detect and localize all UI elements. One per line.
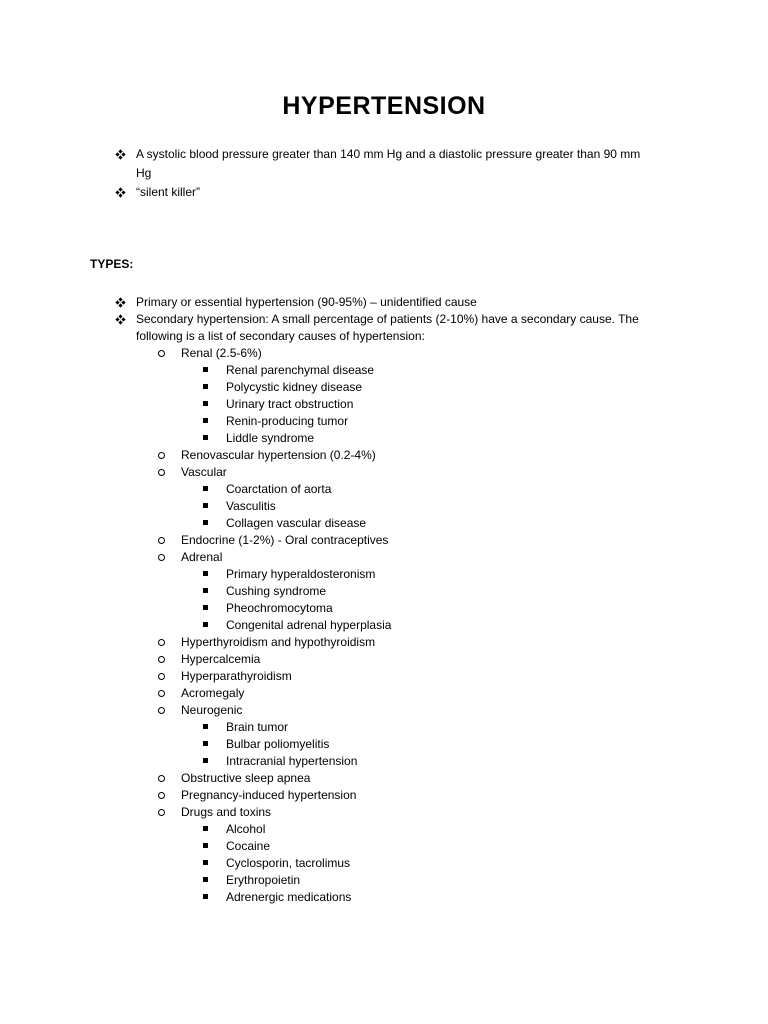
square-bullet-icon (203, 741, 208, 746)
circle-bullet-icon (158, 537, 165, 544)
cause-label: Adrenal (181, 550, 223, 564)
square-bullet-icon (203, 860, 208, 865)
circle-bullet-icon (158, 639, 165, 646)
cause-item: Intracranial hypertension (226, 754, 358, 768)
circle-bullet-icon (158, 707, 165, 714)
diamond-bullet-icon (116, 298, 125, 307)
square-bullet-icon (203, 367, 208, 372)
diamond-bullet-icon (116, 188, 125, 197)
type-bullet-text: Primary or essential hypertension (90-95%) – unidentified cause (136, 295, 477, 309)
cause-label: Obstructive sleep apnea (181, 771, 311, 785)
cause-item: Vasculitis (226, 499, 276, 513)
diamond-bullet-icon (116, 150, 125, 159)
intro-bullet-text: A systolic blood pressure greater than 140 mm Hg and a diastolic pressure greater than 90 mm (136, 147, 641, 161)
cause-label: Pregnancy-induced hypertension (181, 788, 357, 802)
square-bullet-icon (203, 503, 208, 508)
square-bullet-icon (203, 894, 208, 899)
circle-bullet-icon (158, 809, 165, 816)
cause-label: Hyperthyroidism and hypothyroidism (181, 635, 376, 649)
square-bullet-icon (203, 605, 208, 610)
cause-item: Bulbar poliomyelitis (226, 737, 330, 751)
square-bullet-icon (203, 401, 208, 406)
cause-label: Neurogenic (181, 703, 243, 717)
cause-item: Urinary tract obstruction (226, 397, 354, 411)
cause-item: Congenital adrenal hyperplasia (226, 618, 392, 632)
intro-bullet-text: Hg (136, 166, 152, 180)
square-bullet-icon (203, 435, 208, 440)
square-bullet-icon (203, 843, 208, 848)
cause-item: Polycystic kidney disease (226, 380, 363, 394)
cause-item: Collagen vascular disease (226, 516, 367, 530)
diamond-bullet-icon (116, 315, 125, 324)
cause-label: Acromegaly (181, 686, 245, 700)
square-bullet-icon (203, 520, 208, 525)
circle-bullet-icon (158, 690, 165, 697)
section-heading-types: TYPES: (90, 257, 134, 271)
square-bullet-icon (203, 622, 208, 627)
type-bullet-text: following is a list of secondary causes of hypertension: (136, 329, 425, 343)
cause-label: Renovascular hypertension (0.2-4%) (181, 448, 376, 462)
cause-item: Cushing syndrome (226, 584, 327, 598)
cause-item: Liddle syndrome (226, 431, 315, 445)
circle-bullet-icon (158, 469, 165, 476)
cause-item: Brain tumor (226, 720, 289, 734)
circle-bullet-icon (158, 554, 165, 561)
cause-item: Renin-producing tumor (226, 414, 349, 428)
cause-label: Renal (2.5-6%) (181, 346, 262, 360)
square-bullet-icon (203, 724, 208, 729)
cause-label: Hyperparathyroidism (181, 669, 292, 683)
cause-item: Cyclosporin, tacrolimus (226, 856, 351, 870)
square-bullet-icon (203, 588, 208, 593)
cause-item: Pheochromocytoma (226, 601, 333, 615)
type-bullet-text: Secondary hypertension: A small percentage of patients (2-10%) have a secondary cause. The (136, 312, 639, 326)
circle-bullet-icon (158, 792, 165, 799)
circle-bullet-icon (158, 656, 165, 663)
cause-label: Vascular (181, 465, 227, 479)
square-bullet-icon (203, 877, 208, 882)
square-bullet-icon (203, 418, 208, 423)
circle-bullet-icon (158, 775, 165, 782)
square-bullet-icon (203, 384, 208, 389)
cause-item: Renal parenchymal disease (226, 363, 375, 377)
circle-bullet-icon (158, 452, 165, 459)
cause-item: Adrenergic medications (226, 890, 352, 904)
circle-bullet-icon (158, 673, 165, 680)
cause-item: Erythropoietin (226, 873, 301, 887)
square-bullet-icon (203, 826, 208, 831)
cause-item: Primary hyperaldosteronism (226, 567, 376, 581)
square-bullet-icon (203, 571, 208, 576)
cause-item: Alcohol (226, 822, 266, 836)
cause-label: Drugs and toxins (181, 805, 272, 819)
intro-bullet-text: “silent killer” (136, 185, 201, 199)
cause-item: Cocaine (226, 839, 271, 853)
cause-label: Endocrine (1-2%) - Oral contraceptives (181, 533, 389, 547)
square-bullet-icon (203, 758, 208, 763)
square-bullet-icon (203, 486, 208, 491)
circle-bullet-icon (158, 350, 165, 357)
page-title: HYPERTENSION (282, 92, 486, 120)
cause-label: Hypercalcemia (181, 652, 261, 666)
cause-item: Coarctation of aorta (226, 482, 332, 496)
